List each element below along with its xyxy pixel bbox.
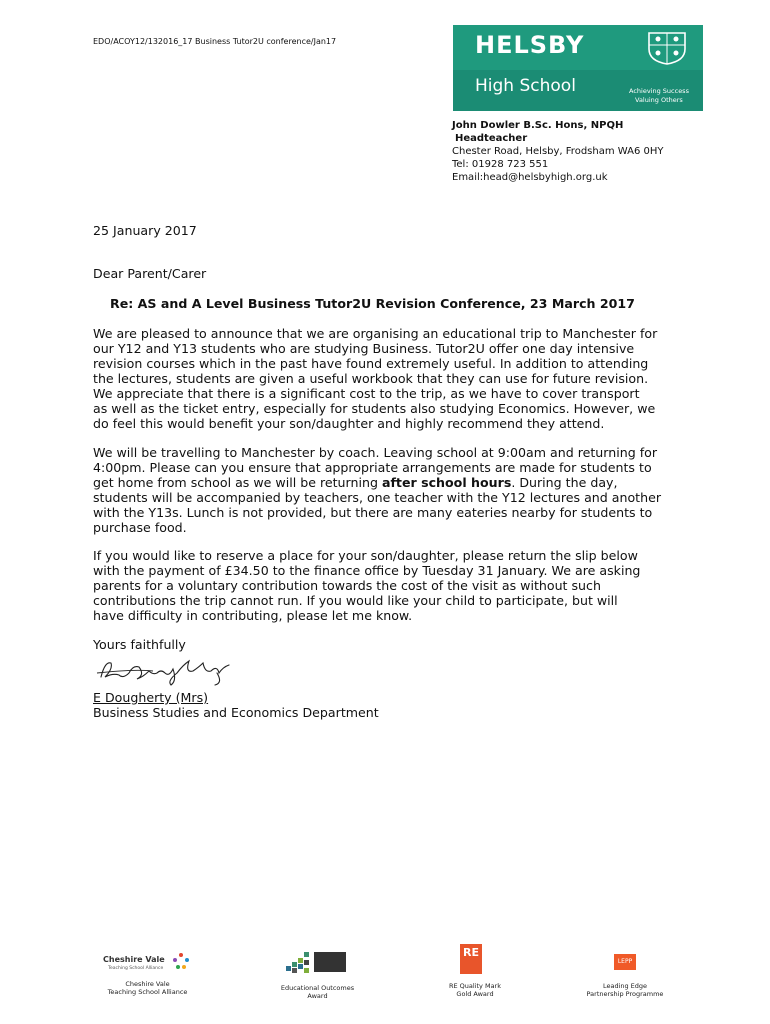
footer-caption-1: Cheshire Vale xyxy=(125,980,170,988)
paragraph-line: contributions the trip cannot run. If you would like your child to participate, but will xyxy=(93,593,618,608)
crest-icon xyxy=(645,31,689,65)
signatory-name: E Dougherty (Mrs) xyxy=(93,690,209,705)
paragraph-line: with the payment of £34.50 to the finance office by Tuesday 31 January. We are asking xyxy=(93,563,641,578)
signature-image xyxy=(93,655,243,687)
paragraph-2 xyxy=(93,445,693,535)
head-name: John Dowler B.Sc. Hons, NPQH xyxy=(452,120,624,131)
paragraph-3 xyxy=(93,548,693,623)
paragraph-line: our Y12 and Y13 students who are studying Business. Tutor2U offer one day intensive xyxy=(93,341,635,356)
footer-caption-1: RE Quality Mark xyxy=(448,982,501,990)
footer-caption-2: Award xyxy=(307,992,328,1000)
paragraph-line: purchase food. xyxy=(93,520,187,535)
department: Business Studies and Economics Department xyxy=(93,705,379,720)
salutation: Dear Parent/Carer xyxy=(93,266,207,281)
paragraph-line: If you would like to reserve a place for your son/daughter, please return the slip below xyxy=(93,548,638,563)
footer-caption-1: Educational Outcomes xyxy=(280,984,355,992)
paragraph-line: the lectures, students are given a useful workbook that they can use for future revision. xyxy=(93,371,649,386)
re-quality-mark-logo: RE xyxy=(460,944,482,974)
school-logo xyxy=(453,25,703,111)
footer-caption-2: Gold Award xyxy=(456,990,494,998)
text-segment: get home from school as we will be returning xyxy=(93,475,382,490)
footer-caption-1: Leading Edge xyxy=(602,982,648,990)
logo-school-name: HELSBY xyxy=(475,31,585,59)
paragraph-line: 4:00pm. Please can you ensure that appropriate arrangements are made for students to xyxy=(93,460,652,475)
paragraph-line: We appreciate that there is a significant cost to the trip, as we have to cover transport xyxy=(93,386,640,401)
paragraph-line: We will be travelling to Manchester by coach. Leaving school at 9:00am and returning for xyxy=(93,445,658,460)
leading-edge-logo: LEPP xyxy=(614,954,636,970)
paragraph-line: revision courses which in the past have found extremely useful. In addition to attending xyxy=(93,356,649,371)
footer-educational-outcomes xyxy=(270,948,365,1000)
footer-caption-2: Teaching School Alliance xyxy=(107,988,188,996)
telephone: Tel: 01928 723 551 xyxy=(452,159,549,170)
footer-leading-edge xyxy=(580,948,670,998)
street-address: Chester Road, Helsby, Frodsham WA6 0HY xyxy=(452,146,664,157)
letter-date: 25 January 2017 xyxy=(93,223,197,238)
footer-cheshire-vale xyxy=(100,948,195,996)
logo-tagline-2: Valuing Others xyxy=(635,96,683,104)
paragraph-line: students will be accompanied by teachers, one teacher with the Y12 lectures and another xyxy=(93,490,662,505)
paragraph-line: have difficulty in contributing, please let me know. xyxy=(93,608,413,623)
footer-re-quality-mark xyxy=(430,948,520,998)
subject-line: Re: AS and A Level Business Tutor2U Revision Conference, 23 March 2017 xyxy=(110,296,635,311)
cheshire-vale-logo-text: Cheshire Vale xyxy=(103,955,165,964)
paragraph-line: with the Y13s. Lunch is not provided, but there are many eateries nearby for students to xyxy=(93,505,653,520)
cheshire-vale-logo-subtext: Teaching School Alliance xyxy=(108,966,164,971)
educational-outcomes-award-logo xyxy=(284,948,354,978)
text-segment: . During the day, xyxy=(511,475,618,490)
paragraph-line: do feel this would benefit your son/daughter and highly recommend they attend. xyxy=(93,416,605,431)
footer-caption-2: Partnership Programme xyxy=(586,990,664,998)
email: Email:head@helsbyhigh.org.uk xyxy=(452,172,608,183)
emphasis-after-school-hours: after school hours xyxy=(381,475,512,490)
paragraph-line: parents for a voluntary contribution towards the cost of the visit as without such xyxy=(93,578,601,593)
reference-line: EDO/ACOY12/132016_17 Business Tutor2U conference/Jan17 xyxy=(93,37,337,46)
star-icon xyxy=(172,952,190,970)
paragraph-line: We are pleased to announce that we are organising an educational trip to Manchester for xyxy=(93,326,658,341)
school-address xyxy=(452,119,663,184)
paragraph-line xyxy=(93,475,693,490)
logo-subtitle: High School xyxy=(475,76,576,96)
paragraph-line: as well as the ticket entry, especially for students also studying Economics. However, we xyxy=(93,401,656,416)
closing: Yours faithfully xyxy=(93,637,186,652)
paragraph-1 xyxy=(93,326,693,431)
logo-tagline-1: Achieving Success xyxy=(629,87,689,95)
head-title: Headteacher xyxy=(455,133,528,144)
